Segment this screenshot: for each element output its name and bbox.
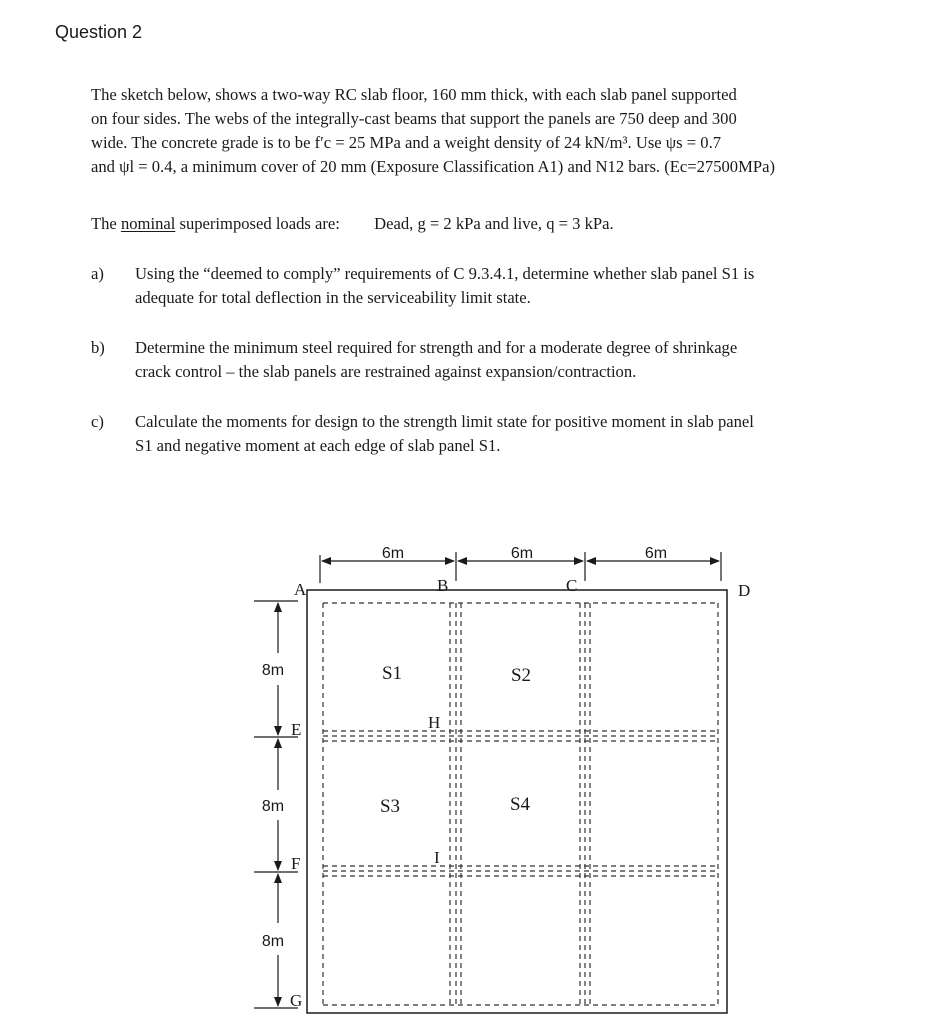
grid-label-e: E <box>291 720 302 739</box>
loads-line <box>91 212 921 236</box>
grid-label-a: A <box>294 580 307 599</box>
span-dimensions <box>320 545 721 583</box>
height-dimensions <box>254 601 301 1008</box>
intro-line-3: wide. The concrete grade is to be f′c = 25 MPa and a weight density of 24 kN/m³. Use ψs = 0.7 <box>91 133 722 152</box>
height-label-3: 8m <box>261 933 285 950</box>
slab-floor-diagram <box>240 535 780 1020</box>
loads-nominal: nominal <box>120 214 176 233</box>
intro-line-1: The sketch below, shows a two-way RC slab floor, 160 mm thick, with each slab panel supported <box>91 85 737 104</box>
intro-line-2: on four sides. The webs of the integrally-cast beams that support the panels are 750 deep and 300 <box>91 109 737 128</box>
height-label-2: 8m <box>261 798 285 815</box>
panel-label-s3: S3 <box>379 796 401 817</box>
question-a-label: a) <box>91 264 104 283</box>
grid-label-b: B <box>437 576 449 595</box>
question-b-line-2: crack control – the slab panels are restrained against expansion/contraction. <box>135 362 637 381</box>
question-c-line-2: S1 and negative moment at each edge of slab panel S1. <box>135 436 501 455</box>
height-label-1: 8m <box>261 662 285 679</box>
grid-label-h: H <box>428 713 441 732</box>
grid-label-f: F <box>291 854 301 873</box>
question-a-line-1: Using the “deemed to comply” requirements of C 9.3.4.1, determine whether slab panel S1 is <box>135 264 755 283</box>
grid-label-c: C <box>566 576 578 595</box>
question-b-label: b) <box>91 338 105 357</box>
intro-line-4: and ψl = 0.4, a minimum cover of 20 mm (Exposure Classification A1) and N12 bars. (Ec=27500MPa) <box>91 157 775 176</box>
question-a-line-2: adequate for total deflection in the serviceability limit state. <box>135 288 531 307</box>
span-label-3: 6m <box>644 545 668 562</box>
intro-paragraph <box>91 83 921 179</box>
panel-label-s2: S2 <box>510 665 532 686</box>
grid-label-i: I <box>434 848 440 867</box>
span-label-2: 6m <box>510 545 534 562</box>
panel-label-s4: S4 <box>509 794 531 815</box>
loads-prefix: The <box>91 214 121 233</box>
question-b-line-1: Determine the minimum steel required for strength and for a moderate degree of shrinkage <box>135 338 738 357</box>
grid-label-d: D <box>738 581 751 600</box>
grid-label-g: G <box>290 991 303 1010</box>
question-c-label: c) <box>91 412 104 431</box>
loads-suffix: superimposed loads are: <box>175 214 340 233</box>
question-title: Question 2 <box>55 22 143 42</box>
panel-label-s1: S1 <box>381 663 403 684</box>
span-label-1: 6m <box>381 545 405 562</box>
loads-values: Dead, g = 2 kPa and live, q = 3 kPa. <box>374 214 614 233</box>
question-c-line-1: Calculate the moments for design to the strength limit state for positive moment in slab panel <box>135 412 754 431</box>
